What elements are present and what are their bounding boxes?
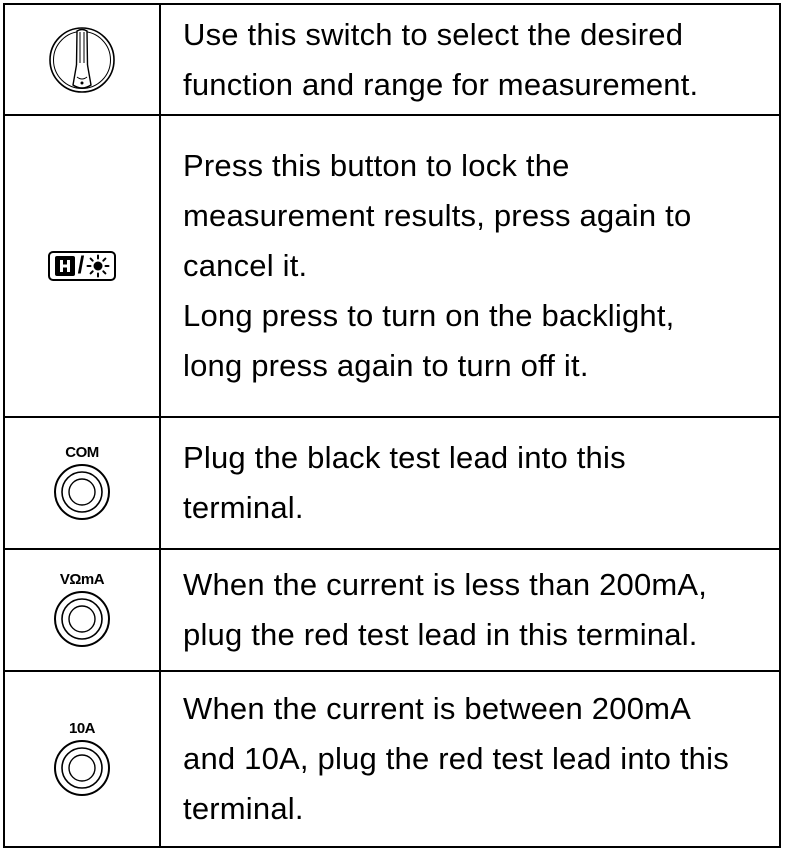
description-cell <box>161 116 779 416</box>
description-line: plug the red test lead in this terminal. <box>183 617 698 652</box>
table-row <box>5 670 779 846</box>
description-line: When the current is between 200mA <box>183 691 692 726</box>
description-line: When the current is less than 200mA, <box>183 567 708 602</box>
com-terminal-icon <box>53 445 111 521</box>
10a-terminal-icon <box>53 721 111 797</box>
description-cell <box>161 672 779 846</box>
vohm-ma-terminal-icon <box>53 572 111 648</box>
table-row <box>5 114 779 416</box>
description-line: Press this button to lock the <box>183 148 570 183</box>
icon-cell <box>5 116 161 416</box>
hold-backlight-button-icon <box>48 251 117 281</box>
jack-icon <box>53 739 111 797</box>
icon-cell <box>5 5 161 114</box>
description-line: Plug the black test lead into this <box>183 440 626 475</box>
rotary-switch-icon <box>47 25 117 95</box>
terminal-label: VΩmA <box>59 571 105 588</box>
description-cell <box>161 550 779 670</box>
description-line: terminal. <box>183 490 304 525</box>
description-line: and 10A, plug the red test lead into this <box>183 741 729 776</box>
hold-icon <box>54 255 76 277</box>
table-row <box>5 5 779 114</box>
table-row <box>5 416 779 548</box>
function-table <box>3 3 781 848</box>
description-line: function and range for measurement. <box>183 66 699 102</box>
description-line: long press again to turn off it. <box>183 348 589 383</box>
description-line: cancel it. <box>183 248 308 283</box>
description-cell <box>161 418 779 548</box>
description-line: measurement results, press again to <box>183 198 692 233</box>
table-row <box>5 548 779 670</box>
backlight-icon <box>86 254 110 278</box>
description-line: terminal. <box>183 791 304 826</box>
terminal-label: 10A <box>68 720 96 737</box>
icon-cell <box>5 550 161 670</box>
icon-cell <box>5 672 161 846</box>
slash-separator-icon: / <box>77 252 85 279</box>
description-cell <box>161 5 779 114</box>
description-line: Use this switch to select the desired <box>183 16 684 52</box>
jack-icon <box>53 463 111 521</box>
jack-icon <box>53 590 111 648</box>
icon-cell <box>5 418 161 548</box>
description-line: Long press to turn on the backlight, <box>183 298 675 333</box>
terminal-label: COM <box>65 444 99 461</box>
